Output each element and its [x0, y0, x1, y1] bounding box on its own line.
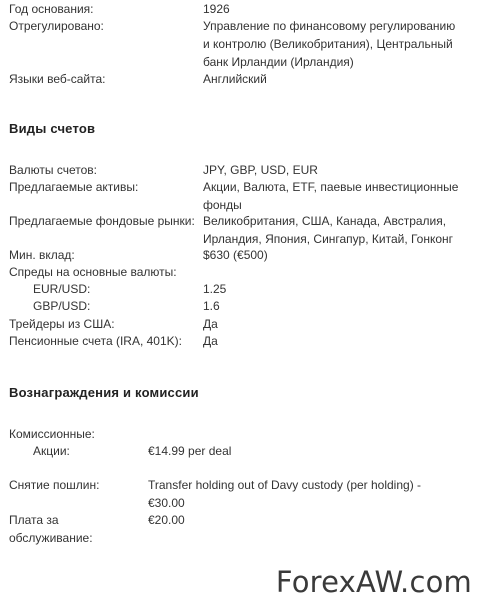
service-value: €20.00	[148, 513, 185, 527]
watermark-logo: ForexAW.com	[275, 565, 472, 599]
languages-value: Английский	[203, 72, 267, 86]
eurusd-value: 1.25	[203, 282, 227, 296]
withdrawal-value: Transfer holding out of Davy custody (per holding) - €30.00	[148, 478, 422, 510]
markets-label: Предлагаемые фондовые рынки:	[9, 214, 195, 228]
assets-value: Акции, Валюта, ETF, паевые инвестиционные фонды	[203, 180, 459, 212]
withdrawal-label: Снятие пошлин:	[9, 478, 100, 492]
stocks-value: €14.99 per deal	[148, 444, 232, 458]
founded-value: 1926	[203, 2, 230, 16]
fees-heading: Вознаграждения и комиссии	[9, 385, 199, 400]
pension-value: Да	[203, 334, 218, 348]
spreads-label: Спреды на основные валюты:	[9, 265, 177, 279]
currencies-value: JPY, GBP, USD, EUR	[203, 163, 318, 177]
us-traders-value: Да	[203, 317, 218, 331]
currencies-label: Валюты счетов:	[9, 163, 98, 177]
founded-label: Год основания:	[9, 2, 94, 16]
eurusd-label: EUR/USD:	[33, 282, 91, 296]
regulated-label: Отрегулировано:	[9, 19, 104, 33]
us-traders-label: Трейдеры из США:	[9, 317, 115, 331]
pension-label: Пенсионные счета (IRA, 401K):	[9, 334, 182, 348]
stocks-label: Акции:	[33, 444, 70, 458]
languages-label: Языки веб-сайта:	[9, 72, 106, 86]
service-label: Плата за обслуживание:	[9, 513, 93, 545]
markets-value: Великобритания, США, Канада, Австралия, Ирландия, Япония, Сингапур, Китай, Гонконг	[203, 214, 454, 246]
accounts-heading: Виды счетов	[9, 121, 96, 136]
assets-label: Предлагаемые активы:	[9, 180, 139, 194]
commissions-label: Комиссионные:	[9, 427, 95, 441]
gbpusd-label: GBP/USD:	[33, 299, 91, 313]
min-deposit-label: Мин. вклад:	[9, 248, 75, 262]
regulated-value: Управление по финансовому регулированию и контролю (Великобритания), Центральный банк Ирландии (Ирландия)	[203, 19, 456, 69]
min-deposit-value: $630 (€500)	[203, 248, 268, 262]
gbpusd-value: 1.6	[203, 299, 220, 313]
